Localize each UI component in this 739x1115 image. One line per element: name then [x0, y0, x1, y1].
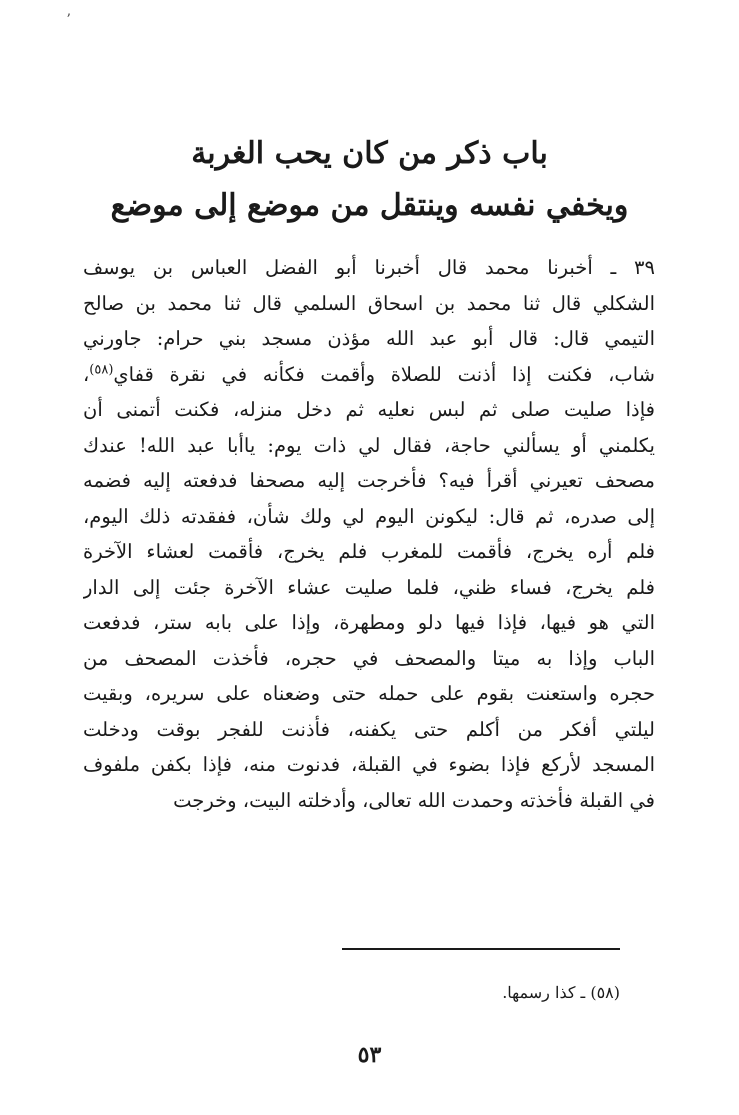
page-number: ٥٣	[357, 1042, 382, 1068]
body-paragraph	[83, 250, 655, 818]
body-line: ليلتي أفكر من أكلم حتى يكفنه، فأذنت للفجر بوقت ودخلت	[83, 717, 655, 741]
body-line: فإذا صليت صلى ثم لبس نعليه ثم دخل منزله، فكنت أتمنى أن	[83, 398, 655, 421]
body-line: المسجد لأركع فإذا بضوء في القبلة، فدنوت منه، فإذا بكفن ملفوف	[83, 753, 655, 776]
body-line-with-footnote	[83, 357, 655, 393]
body-line: فلم يخرج، فساء ظني، فلما صليت عشاء الآخرة جئت إلى الدار	[83, 575, 655, 599]
body-line: فلم أره يخرج، فأقمت للمغرب فلم يخرج، فأقمت لعشاء الآخرة	[83, 540, 655, 563]
body-line-text: فكنت إذا أذنت للصلاة وأقمت فكأنه في نقرة قفاي	[113, 362, 593, 386]
body-line: الشكلي قال ثنا محمد بن اسحاق السلمي قال ثنا محمد بن صالح	[83, 291, 655, 315]
chapter-heading	[80, 128, 659, 232]
body-line: التيمي قال: قال أبو عبد الله مؤذن مسجد بني حرام: جاورني	[83, 327, 655, 350]
footnote: (٥٨) ـ كذا رسمها.	[502, 983, 620, 1002]
body-line: مصحف تعيرني أقرأ فيه؟ فأخرجت إليه مصحفا فدفعته إليه فضمه	[83, 469, 655, 492]
body-line-prefix: شاب،	[608, 362, 655, 386]
body-line: التي هو فيها، فإذا فيها دلو ومطهرة، وإذا على بابه ستر، فدفعت	[83, 611, 655, 634]
body-line-suffix: ،	[83, 362, 90, 386]
footnote-reference[interactable]: (٥٨)	[89, 362, 114, 377]
body-line: يكلمني أو يسألني حاجة، فقال لي ذات يوم: ياأبا عبد الله! عندك	[83, 433, 655, 457]
body-line: ٣٩ ـ أخبرنا محمد قال أخبرنا أبو الفضل العباس بن يوسف	[83, 256, 655, 279]
heading-line-1: باب ذكر من كان يحب الغربة	[191, 136, 548, 171]
body-line: في القبلة فأخذته وحمدت الله تعالى، وأدخلته البيت، وخرجت	[173, 788, 655, 812]
body-line: حجره واستعنت بقوم على حمله حتى وضعناه على سريره، وبقيت	[83, 682, 655, 705]
body-line: إلى صدره، ثم قال: ليكونن اليوم لي ولك شأن، ففقدته ذلك اليوم،	[83, 504, 655, 528]
heading-line-2: ويخفي نفسه وينتقل من موضع إلى موضع	[110, 188, 629, 223]
stray-mark: ʼ	[66, 12, 71, 28]
body-line: الباب وإذا به ميتا والمصحف في حجره، فأخذت المصحف من	[83, 646, 655, 670]
footnote-divider	[342, 948, 620, 950]
